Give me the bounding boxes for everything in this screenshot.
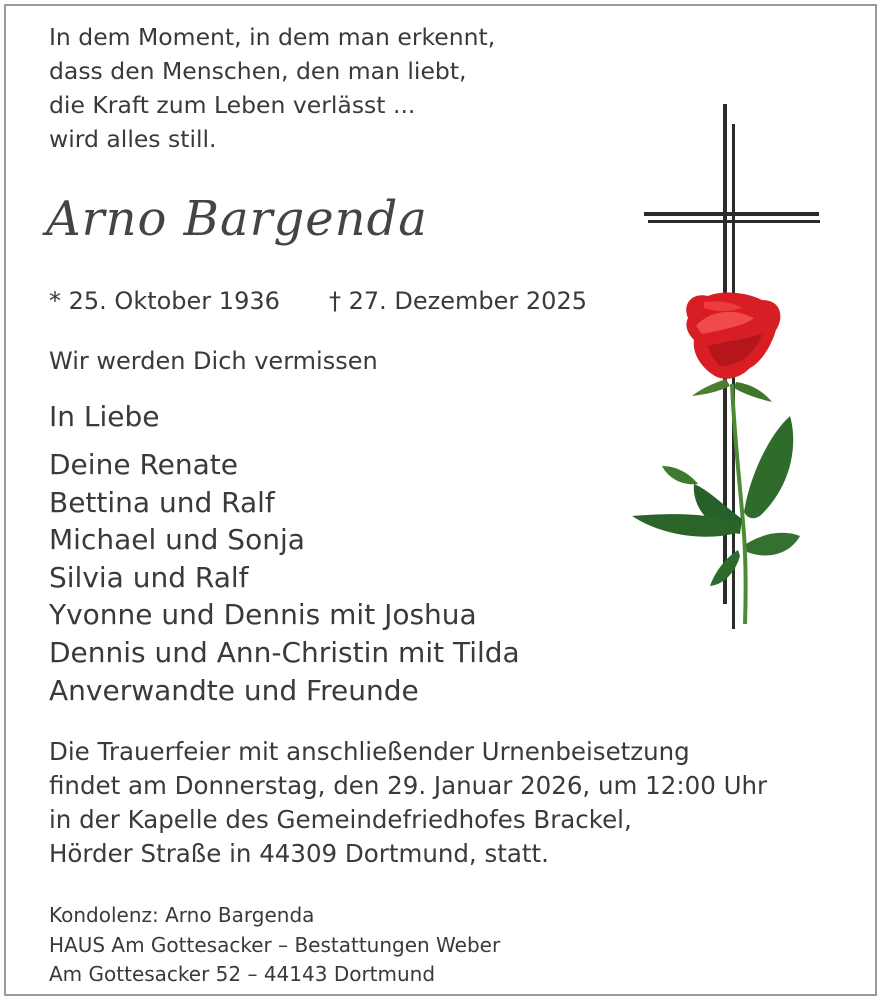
mourner-line: Silvia und Ralf — [49, 560, 249, 594]
mourner-line: Michael und Sonja — [49, 523, 305, 557]
poem-line-2: dass den Menschen, den man liebt, — [49, 57, 467, 85]
poem-line-3: die Kraft zum Leben verlässt ... — [49, 91, 416, 119]
poem-line-4: wird alles still. — [49, 125, 217, 153]
ceremony-line: findet am Donnerstag, den 29. Januar 2026, um 12:00 Uhr — [49, 771, 768, 800]
cross-rose-artwork — [622, 104, 832, 634]
condolence-line: Kondolenz: Arno Bargenda — [49, 903, 315, 927]
mourner-line: Dennis und Ann-Christin mit Tilda — [49, 636, 520, 669]
rose-icon — [632, 293, 800, 624]
deceased-name: Arno Bargenda — [46, 191, 428, 247]
birth-date: * 25. Oktober 1936 — [49, 287, 280, 315]
ceremony-line: in der Kapelle des Gemeindefriedhofes Brackel, — [49, 805, 632, 834]
mourner-line: Anverwandte und Freunde — [49, 673, 419, 707]
ceremony-line: Die Trauerfeier mit anschließender Urnenbeisetzung — [49, 737, 690, 766]
mourner-line: Deine Renate — [49, 448, 238, 481]
mourner-line: Bettina und Ralf — [49, 485, 275, 519]
death-date: † 27. Dezember 2025 — [329, 287, 587, 315]
poem-line-1: In dem Moment, in dem man erkennt, — [49, 23, 496, 51]
condolence-line: Am Gottesacker 52 – 44143 Dortmund — [49, 962, 436, 986]
mourner-line: Yvonne und Dennis mit Joshua — [49, 598, 477, 632]
miss-text: Wir werden Dich vermissen — [49, 347, 378, 375]
condolence-line: HAUS Am Gottesacker – Bestattungen Weber — [49, 932, 501, 957]
obituary-notice — [4, 4, 877, 996]
in-love-text: In Liebe — [49, 400, 160, 433]
ceremony-line: Hörder Straße in 44309 Dortmund, statt. — [49, 839, 549, 868]
